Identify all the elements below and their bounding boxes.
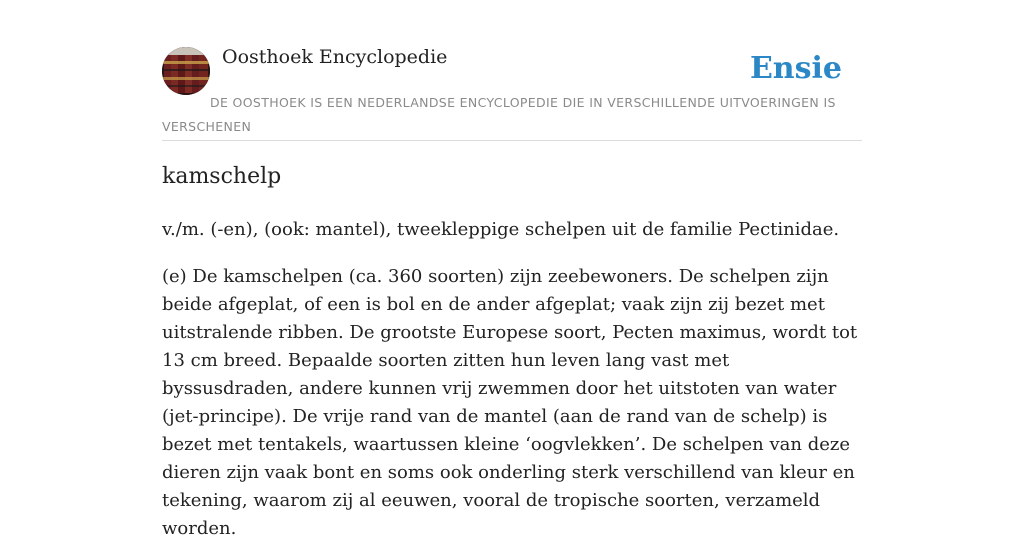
site-title-link[interactable]: Oosthoek Encyclopedie	[222, 46, 448, 68]
ensie-logo-link[interactable]: Ensie	[749, 51, 842, 86]
site-header	[162, 0, 862, 141]
article-definition: v./m. (-en), (ook: mantel), tweekleppige schelpen uit de familie Pectinidae.	[162, 219, 840, 240]
encyclopedia-books-icon[interactable]	[162, 47, 210, 95]
article-body: (e) De kamschelpen (ca. 360 soorten) zijn zeebewoners. De schelpen zijn beide afgeplat, of een is bol en de ander afgeplat; vaak zijn zij bezet met uitstralende ribben. De grootste Europese soort, Pecten maximus, wordt tot 13 cm breed. Bepaalde soorten zitten hun leven lang vast met byssusdraden, andere kunnen vrij zwemmen door het uitstoten van water (jet-principe). De vrije rand van de mantel (aan de rand van de schelp) is bezet met tentakels, waartussen kleine ‘oogvlekken’. De schelpen van deze dieren zijn vaak bont en soms ook onderling sterk verschillend van kleur en tekening, waarom zij al eeuwen, vooral de tropische soorten, verzameld worden.	[162, 266, 858, 539]
article-headword: kamschelp	[162, 164, 282, 189]
page-container	[162, 0, 862, 539]
site-tagline: DE OOSTHOEK IS EEN NEDERLANDSE ENCYCLOPEDIE DIE IN VERSCHILLENDE UITVOERINGEN IS VERSCHENEN	[162, 95, 836, 134]
